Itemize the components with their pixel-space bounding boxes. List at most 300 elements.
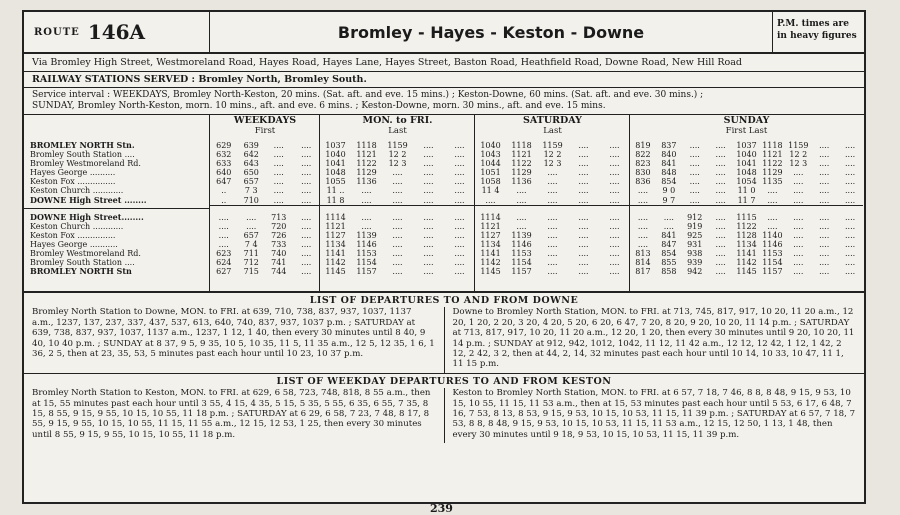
time-cell: 12 3 bbox=[388, 159, 407, 169]
time-cell: .... bbox=[301, 258, 312, 268]
time-cell: .... bbox=[301, 150, 312, 160]
time-cell: .... bbox=[547, 249, 558, 259]
time-column bbox=[568, 213, 599, 277]
time-cell: 1121 bbox=[762, 150, 783, 160]
time-cell: .... bbox=[547, 212, 558, 222]
time-cell: 938 bbox=[687, 249, 703, 259]
time-column bbox=[785, 141, 811, 205]
time-cell: .... bbox=[715, 195, 726, 205]
time-cell: .... bbox=[246, 212, 257, 222]
keston-list bbox=[24, 388, 864, 443]
time-cell: 822 bbox=[635, 150, 651, 160]
time-cell: 919 bbox=[687, 221, 703, 231]
time-cell: .... bbox=[516, 186, 527, 196]
stop-name: DOWNE High Street ........ bbox=[30, 195, 147, 205]
time-cell: 12 3 bbox=[543, 159, 562, 169]
time-cell: .... bbox=[793, 212, 804, 222]
time-cell: .... bbox=[715, 230, 726, 240]
time-cell: 9 0 bbox=[662, 186, 676, 196]
group-heading bbox=[210, 115, 320, 141]
time-cell: .... bbox=[392, 212, 403, 222]
time-cell: 1142 bbox=[325, 258, 346, 268]
time-cell: .... bbox=[609, 267, 620, 277]
time-cell: .... bbox=[793, 230, 804, 240]
time-column bbox=[682, 213, 708, 277]
time-cell: .... bbox=[844, 186, 856, 196]
time-cell: 813 bbox=[635, 249, 651, 259]
time-cell: 1040 bbox=[325, 150, 346, 160]
time-cell: 840 bbox=[661, 150, 677, 160]
time-cell: 720 bbox=[271, 221, 287, 231]
time-cell: 1129 bbox=[511, 168, 532, 178]
time-cell: .... bbox=[663, 221, 674, 231]
time-cell: .... bbox=[844, 221, 856, 231]
time-cell: 830 bbox=[635, 168, 651, 178]
time-cell: .... bbox=[844, 159, 856, 169]
time-cell: .... bbox=[454, 212, 465, 222]
time-cell: .... bbox=[609, 212, 620, 222]
time-cell: 1134 bbox=[480, 239, 501, 249]
time-cell: .... bbox=[301, 168, 312, 178]
time-cell: 1129 bbox=[356, 168, 377, 178]
time-cell: .... bbox=[819, 230, 830, 240]
time-cell: 1153 bbox=[762, 249, 783, 259]
time-cell: .... bbox=[715, 221, 726, 231]
time-cell: .... bbox=[392, 249, 403, 259]
time-rows bbox=[630, 141, 863, 205]
time-cell: 1041 bbox=[325, 159, 346, 169]
time-cell: .... bbox=[423, 258, 434, 268]
time-cell: .... bbox=[578, 159, 589, 169]
time-cell: .... bbox=[819, 221, 830, 231]
time-cell: .... bbox=[392, 267, 403, 277]
time-column-group bbox=[209, 115, 320, 291]
time-cell: .... bbox=[423, 249, 434, 259]
time-cell: .... bbox=[273, 150, 284, 160]
keston-inbound-text: Keston to Bromley North Station, MON. to FRI. at 6 57, 7 18, 7 46, 8 8, 8 48, 9 15, 9 53, 10 15, 10 55, 11 15, 11 53 a.m., then at 15, 53 minutes past each hour until 5 53, 6 17, 6 48, 7 16, 7 53, 8 13, 8 53, 9 15, 9 53, 10 15, 10 53, 11 15, 11 39 p.m. ; SATURDAY at 6 57, 7 18, 7 53, 8 8, 8 48, 9 15, 9 53, 10 15, 10 53, 11 15, 11 53 a.m., 12 15, 12 50, 1 13, 1 48, then every 30 minutes until 9 18, 9 53, 10 15, 10 53, 11 15, 11 39 p.m. bbox=[452, 388, 856, 440]
time-cell: 836 bbox=[635, 177, 651, 187]
time-cell: .... bbox=[844, 168, 856, 178]
time-cell: .... bbox=[609, 230, 620, 240]
time-cell: .... bbox=[844, 212, 856, 222]
time-cell: .... bbox=[301, 141, 312, 150]
time-cell: 11 7 bbox=[737, 195, 756, 205]
time-cell: .... bbox=[423, 168, 434, 178]
time-cell: 931 bbox=[687, 239, 703, 249]
stop-name: Bromley Westmoreland Rd. bbox=[30, 159, 141, 169]
time-cell: .... bbox=[547, 221, 558, 231]
time-column bbox=[537, 213, 568, 277]
time-cell: 639 bbox=[243, 141, 259, 150]
time-cell: 1141 bbox=[325, 249, 346, 259]
time-cell: .... bbox=[609, 177, 620, 187]
time-rows bbox=[320, 141, 475, 205]
time-cell: 823 bbox=[635, 159, 651, 169]
time-cell: .... bbox=[578, 258, 589, 268]
time-column bbox=[630, 141, 656, 205]
time-cell: 841 bbox=[661, 159, 677, 169]
railway-stations: RAILWAY STATIONS SERVED : Bromley North, Bromley South. bbox=[24, 72, 864, 88]
time-cell: 1115 bbox=[736, 212, 757, 222]
time-cell: .... bbox=[423, 221, 434, 231]
time-cell: .... bbox=[423, 186, 434, 196]
time-cell: 1139 bbox=[511, 230, 532, 240]
time-column bbox=[734, 141, 760, 205]
time-cell: 1118 bbox=[511, 141, 532, 150]
time-rows bbox=[630, 213, 863, 277]
time-cell: .... bbox=[767, 221, 778, 231]
time-cell: .... bbox=[301, 177, 312, 187]
time-cell: .... bbox=[609, 258, 620, 268]
time-cell: .... bbox=[454, 177, 465, 187]
time-cell: 1157 bbox=[356, 267, 377, 277]
time-cell: 11 4 bbox=[481, 186, 500, 196]
time-cell: .... bbox=[637, 221, 649, 231]
time-cell: 1129 bbox=[762, 168, 783, 178]
time-cell: 713 bbox=[271, 212, 287, 222]
time-cell: .... bbox=[689, 177, 700, 187]
time-cell: .... bbox=[454, 258, 465, 268]
group-divider bbox=[210, 205, 320, 213]
time-column bbox=[475, 213, 506, 277]
time-cell: 814 bbox=[635, 258, 651, 268]
time-cell: .... bbox=[392, 186, 403, 196]
time-cell: .... bbox=[819, 150, 830, 160]
time-cell: 1136 bbox=[511, 177, 532, 187]
time-cell: .... bbox=[793, 221, 804, 231]
time-cell: .... bbox=[578, 186, 589, 196]
time-column bbox=[506, 141, 537, 205]
time-cell: 12 3 bbox=[789, 159, 808, 169]
time-cell: .... bbox=[273, 186, 284, 196]
time-cell: .... bbox=[361, 212, 372, 222]
time-cell: 1118 bbox=[762, 141, 783, 150]
time-cell: .... bbox=[547, 267, 558, 277]
time-cell: 12 2 bbox=[543, 150, 562, 160]
time-cell: 1037 bbox=[736, 141, 757, 150]
time-column-group bbox=[629, 115, 863, 291]
time-cell: .... bbox=[689, 168, 700, 178]
time-column bbox=[413, 141, 444, 205]
time-cell: .... bbox=[392, 221, 403, 231]
time-cell: .... bbox=[793, 168, 804, 178]
time-cell: .... bbox=[301, 267, 312, 277]
time-column bbox=[599, 213, 630, 277]
time-cell: .... bbox=[689, 150, 700, 160]
time-cell: .... bbox=[844, 267, 856, 277]
time-cell: 1146 bbox=[356, 239, 377, 249]
time-cell: .... bbox=[454, 186, 465, 196]
time-cell: 1139 bbox=[356, 230, 377, 240]
time-cell: .... bbox=[819, 249, 830, 259]
time-cell: .... bbox=[273, 168, 284, 178]
time-cell: .... bbox=[361, 195, 372, 205]
time-cell: 1153 bbox=[511, 249, 532, 259]
time-cell: 1114 bbox=[325, 212, 346, 222]
service-interval bbox=[24, 88, 864, 115]
time-cell: .... bbox=[547, 239, 558, 249]
time-cell: 1159 bbox=[542, 141, 563, 150]
service-line-1: Service interval : WEEKDAYS, Bromley North-Keston, 20 mins. (Sat. aft. and eve. 15 mins.) ; Keston-Downe, 60 mins. (Sat. aft. and eve. 30 mins.) ; bbox=[32, 90, 704, 100]
time-cell: .... bbox=[547, 186, 558, 196]
time-cell: .... bbox=[819, 239, 830, 249]
time-cell: 1114 bbox=[480, 212, 501, 222]
stop-names bbox=[24, 115, 209, 291]
group-heading bbox=[630, 115, 863, 141]
time-column bbox=[708, 141, 734, 205]
time-cell: 733 bbox=[271, 239, 287, 249]
time-cell: 1128 bbox=[736, 230, 757, 240]
time-cell: 1122 bbox=[736, 221, 757, 231]
time-cell: 1141 bbox=[736, 249, 757, 259]
time-cell: .... bbox=[301, 212, 312, 222]
time-column bbox=[238, 213, 266, 277]
time-cell: .... bbox=[485, 195, 496, 205]
group-divider bbox=[320, 205, 475, 213]
time-cell: 643 bbox=[243, 159, 259, 169]
time-cell: .... bbox=[689, 141, 700, 150]
time-cell: .... bbox=[767, 195, 778, 205]
service-line-2: SUNDAY, Bromley North-Keston, morn. 10 mins., aft. and eve. 6 mins. ; Keston-Downe, morn. 30 mins., aft. and eve. 15 mins. bbox=[32, 101, 606, 111]
group-divider bbox=[630, 205, 863, 213]
time-cell: .... bbox=[819, 141, 830, 150]
time-column bbox=[759, 141, 785, 205]
time-cell: .... bbox=[715, 159, 726, 169]
time-cell: 1040 bbox=[480, 141, 501, 150]
time-column bbox=[785, 213, 811, 277]
time-cell: 740 bbox=[271, 249, 287, 259]
pm-note bbox=[772, 12, 864, 52]
group-subtitle: First Last bbox=[725, 126, 768, 136]
time-cell: .... bbox=[715, 212, 726, 222]
time-cell: 710 bbox=[243, 195, 259, 205]
time-cell: .... bbox=[301, 195, 312, 205]
time-cell: .... bbox=[609, 141, 620, 150]
time-cell: .... bbox=[516, 212, 527, 222]
time-cell: 1048 bbox=[736, 168, 757, 178]
time-cell: 1159 bbox=[387, 141, 408, 150]
time-column bbox=[210, 141, 238, 205]
time-cell: .... bbox=[273, 159, 284, 169]
stop-name: Bromley South Station .... bbox=[30, 258, 135, 268]
time-cell: 817 bbox=[635, 267, 651, 277]
time-cell: 1043 bbox=[480, 150, 501, 160]
time-cell: 744 bbox=[271, 267, 287, 277]
time-cell: 633 bbox=[216, 159, 232, 169]
time-cell: .... bbox=[454, 195, 465, 205]
time-cell: 642 bbox=[243, 150, 259, 160]
time-cell: 912 bbox=[687, 212, 703, 222]
time-column bbox=[568, 141, 599, 205]
time-cell: .... bbox=[578, 230, 589, 240]
time-cell: .... bbox=[844, 258, 856, 268]
time-cell: .... bbox=[301, 230, 312, 240]
group-heading bbox=[320, 115, 475, 141]
time-cell: 650 bbox=[243, 168, 259, 178]
time-cell: 1141 bbox=[480, 249, 501, 259]
time-column bbox=[444, 213, 475, 277]
time-cell: 1121 bbox=[356, 150, 377, 160]
time-cell: .... bbox=[423, 195, 434, 205]
time-cell: .... bbox=[793, 195, 804, 205]
time-cell: .... bbox=[609, 249, 620, 259]
time-column bbox=[506, 213, 537, 277]
time-cell: .... bbox=[578, 195, 589, 205]
time-cell: .... bbox=[218, 230, 229, 240]
route-number: 146A bbox=[87, 20, 146, 44]
time-cell: 1146 bbox=[511, 239, 532, 249]
time-cell: .... bbox=[218, 221, 229, 231]
time-cell: .... bbox=[301, 249, 312, 259]
stop-name: Keston Church ............ bbox=[30, 221, 124, 231]
time-cell: .... bbox=[715, 249, 726, 259]
time-cell: 647 bbox=[216, 177, 232, 187]
time-cell: 1122 bbox=[762, 159, 783, 169]
time-cell: 1041 bbox=[736, 159, 757, 169]
time-cell: .... bbox=[392, 258, 403, 268]
time-cell: 627 bbox=[216, 267, 232, 277]
time-cell: .... bbox=[547, 168, 558, 178]
time-rows bbox=[210, 213, 320, 277]
time-column bbox=[320, 141, 351, 205]
time-cell: 854 bbox=[661, 177, 677, 187]
time-cell: 632 bbox=[216, 150, 232, 160]
time-cell: .... bbox=[423, 150, 434, 160]
downe-outbound-text: Bromley North Station to Downe, MON. to FRI. at 639, 710, 738, 837, 937, 1037, 1137 a.m., 1237, 137, 237, 337, 437, 537, 613, 640, 740, 837, 937, 1037 p.m. ; SATURDAY at 639, 738, 837, 937, 1037, 1137 a.m., 1237, 1 12, 1 40, then every 30 minutes until 8 40, 9 40, 10 40 p.m. ; SUNDAY at 8 37, 9 5, 9 35, 10 5, 10 35, 11 5, 11 35 a.m., 12 5, 12 35, 1 6, 1 36, 2 5, then at 23, 35, 53, 5 minutes past each hour until 10 23, 10 37 p.m. bbox=[24, 307, 445, 372]
time-cell: 741 bbox=[271, 258, 287, 268]
time-cell: 855 bbox=[661, 258, 677, 268]
time-column bbox=[708, 213, 734, 277]
timetable-grid bbox=[24, 115, 864, 293]
time-cell: 1121 bbox=[325, 221, 346, 231]
stop-name: Hayes George .......... bbox=[30, 168, 116, 178]
time-cell: 1157 bbox=[762, 267, 783, 277]
time-cell: 1122 bbox=[356, 159, 377, 169]
group-title: SUNDAY bbox=[723, 115, 770, 126]
time-rows bbox=[475, 213, 630, 277]
time-cell: .... bbox=[578, 267, 589, 277]
time-cell: 715 bbox=[243, 267, 259, 277]
time-cell: .... bbox=[689, 195, 700, 205]
time-cell: .... bbox=[637, 230, 649, 240]
time-column bbox=[320, 213, 351, 277]
time-cell: .... bbox=[301, 221, 312, 231]
time-cell: 1054 bbox=[736, 177, 757, 187]
time-column bbox=[734, 213, 760, 277]
stop-name: Keston Fox ............... bbox=[30, 177, 116, 187]
time-cell: 1040 bbox=[736, 150, 757, 160]
time-cell: 1140 bbox=[762, 230, 783, 240]
time-cell: .... bbox=[793, 249, 804, 259]
time-cell: .... bbox=[547, 195, 558, 205]
time-cell: .... bbox=[578, 177, 589, 187]
time-cell: .... bbox=[392, 239, 403, 249]
time-cell: .. bbox=[221, 195, 227, 205]
time-column bbox=[382, 141, 413, 205]
time-column bbox=[837, 213, 863, 277]
pm-note-line-1: P.M. times are bbox=[777, 19, 849, 29]
time-cell: 726 bbox=[271, 230, 287, 240]
time-cell: 925 bbox=[687, 230, 703, 240]
time-cell: .... bbox=[819, 212, 830, 222]
time-cell: .... bbox=[819, 258, 830, 268]
time-cell: 854 bbox=[661, 249, 677, 259]
time-cell: .... bbox=[392, 230, 403, 240]
time-cell: .... bbox=[361, 186, 372, 196]
group-title: WEEKDAYS bbox=[233, 115, 297, 126]
time-cell: .... bbox=[423, 267, 434, 277]
time-cell: .... bbox=[844, 230, 856, 240]
time-cell: 1058 bbox=[480, 177, 501, 187]
time-cell: 711 bbox=[243, 249, 259, 259]
time-cell: .... bbox=[793, 267, 804, 277]
time-column bbox=[413, 213, 444, 277]
page-number: 239 bbox=[430, 502, 453, 515]
time-cell: .... bbox=[301, 159, 312, 169]
time-column bbox=[630, 213, 656, 277]
time-cell: .... bbox=[361, 221, 372, 231]
time-column bbox=[351, 213, 382, 277]
group-title: MON. to FRI. bbox=[362, 115, 433, 126]
time-cell: .... bbox=[609, 168, 620, 178]
stop-name: Bromley Westmoreland Rd. bbox=[30, 249, 141, 259]
time-cell: 1051 bbox=[480, 168, 501, 178]
time-column bbox=[599, 141, 630, 205]
time-cell: 837 bbox=[661, 141, 677, 150]
time-cell: 712 bbox=[243, 258, 259, 268]
stop-name: Bromley South Station .... bbox=[30, 150, 135, 160]
time-cell: .... bbox=[715, 150, 726, 160]
time-cell: 1154 bbox=[762, 258, 783, 268]
timetable-page bbox=[22, 10, 866, 504]
time-cell: .... bbox=[637, 212, 649, 222]
time-cell: .... bbox=[819, 195, 830, 205]
time-cell: .... bbox=[819, 177, 830, 187]
time-cell: 1118 bbox=[356, 141, 377, 150]
time-cell: .... bbox=[273, 177, 284, 187]
time-cell: .... bbox=[218, 239, 229, 249]
time-cell: .... bbox=[715, 177, 726, 187]
time-cell: .... bbox=[454, 249, 465, 259]
time-cell: .... bbox=[454, 230, 465, 240]
time-cell: .... bbox=[819, 168, 830, 178]
time-column bbox=[656, 213, 682, 277]
time-cell: .... bbox=[218, 212, 229, 222]
time-cell: 1136 bbox=[356, 177, 377, 187]
time-cell: .... bbox=[454, 267, 465, 277]
time-cell: 9 7 bbox=[662, 195, 676, 205]
time-cell: 1134 bbox=[325, 239, 346, 249]
time-column bbox=[382, 213, 413, 277]
stops-head-spacer bbox=[24, 115, 209, 141]
time-cell: 939 bbox=[687, 258, 703, 268]
time-column bbox=[759, 213, 785, 277]
time-cell: .... bbox=[454, 159, 465, 169]
time-cell: .... bbox=[423, 141, 434, 150]
time-cell: 1048 bbox=[325, 168, 346, 178]
time-cell: 623 bbox=[216, 249, 232, 259]
time-cell: .... bbox=[516, 195, 527, 205]
time-column bbox=[265, 213, 293, 277]
stop-name: Keston Church ............ bbox=[30, 186, 124, 196]
time-cell: .... bbox=[819, 186, 830, 196]
keston-list-title: LIST OF WEEKDAY DEPARTURES TO AND FROM KESTON bbox=[276, 375, 612, 387]
time-cell: 1044 bbox=[480, 159, 501, 169]
keston-outbound-text: Bromley North Station to Keston, MON. to FRI. at 629, 6 58, 723, 748, 818, 8 55 a.m., then at 15, 55 minutes past each hour until 3 55, 4 15, 4 35, 5 15, 5 35, 5 55, 6 35, 6 55, 7 35, 8 15, 8 55, 9 15, 9 55, 10 15, 10 55, 11 18 p.m. ; SATURDAY at 6 29, 6 58, 7 23, 7 48, 8 17, 8 55, 9 15, 9 55, 10 15, 10 55, 11 15, 11 55 a.m., 12 15, 12 53, 1 25, then every 30 minutes until 8 55, 9 15, 9 55, 10 15, 10 55, 11 18 p.m. bbox=[24, 388, 445, 443]
time-cell: .... bbox=[609, 195, 620, 205]
time-rows bbox=[475, 141, 630, 205]
stop-name: BROMLEY NORTH Stn. bbox=[30, 141, 135, 150]
